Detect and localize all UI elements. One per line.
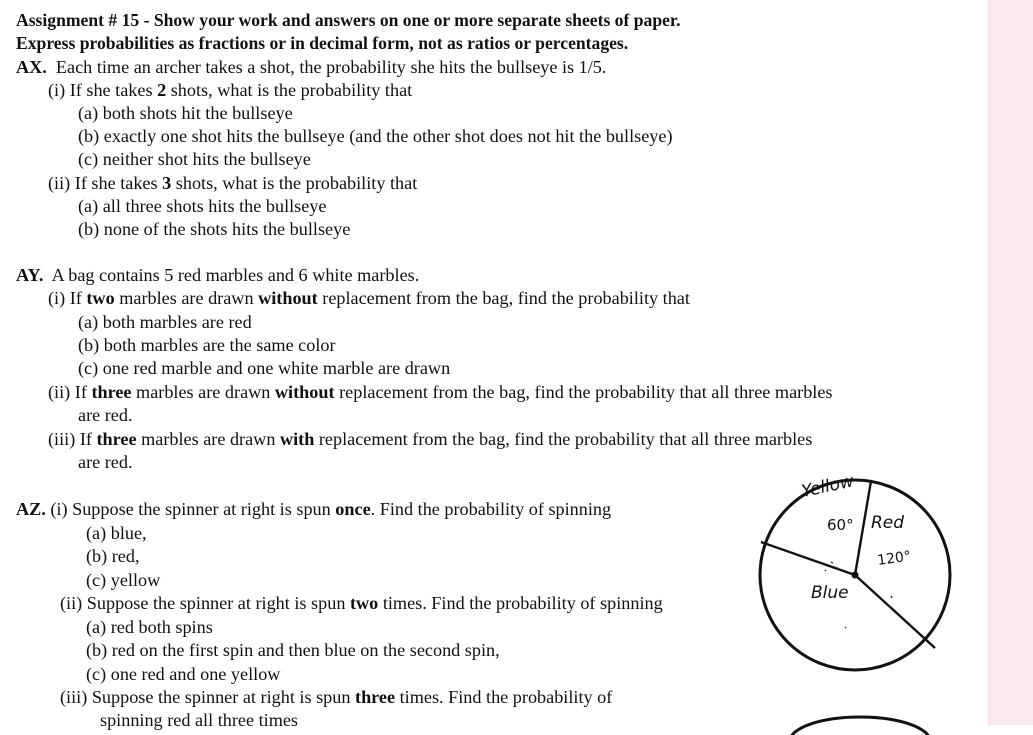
ay-i-a: (a) both marbles are red bbox=[78, 312, 252, 332]
ax-ii-b: (b) none of the shots hits the bullseye bbox=[78, 219, 351, 239]
yellow-label: Yellow bbox=[799, 471, 856, 502]
assignment-title: Assignment # 15 - Show your work and answers on one or more separate sheets of paper. bbox=[16, 10, 681, 30]
ay-ii-cont: are red. bbox=[78, 405, 133, 425]
problem-az-label: AZ. bbox=[16, 499, 46, 519]
az-iii-cont: spinning red all three times bbox=[100, 710, 298, 730]
ax-i-b: (b) exactly one shot hits the bullseye (and the other shot does not hit the bullseye) bbox=[78, 126, 673, 146]
ay-part-i: (i) If two marbles are drawn without replacement from the bag, find the probability that bbox=[48, 288, 690, 308]
spinner-diagram bbox=[745, 452, 970, 697]
ax-ii-a: (a) all three shots hits the bullseye bbox=[78, 196, 327, 216]
problem-ay-label: AY. bbox=[16, 265, 44, 285]
problem-ax-text: Each time an archer takes a shot, the probability she hits the bullseye is 1/5. bbox=[55, 57, 607, 77]
ay-i-b: (b) both marbles are the same color bbox=[78, 335, 336, 355]
angle-60-label: 60° bbox=[827, 516, 854, 534]
problem-az-part-i: AZ. (i) Suppose the spinner at right is spun once. Find the probability of spinning bbox=[16, 499, 612, 519]
divider-yellow-blue bbox=[761, 542, 855, 575]
ay-iii-cont: are red. bbox=[78, 452, 133, 472]
ax-i-a: (a) both shots hit the bullseye bbox=[78, 103, 293, 123]
blue-label: Blue bbox=[811, 583, 849, 603]
red-label: Red bbox=[871, 513, 905, 533]
ay-i-c: (c) one red marble and one white marble are drawn bbox=[78, 358, 451, 378]
divider-yellow-red bbox=[855, 481, 871, 575]
ay-part-ii: (ii) If three marbles are drawn without replacement from the bag, find the probability that all three marbles bbox=[48, 382, 833, 402]
ax-part-i: (i) If she takes 2 shots, what is the probability that bbox=[48, 80, 413, 100]
problem-ax-stem bbox=[16, 56, 606, 78]
right-margin-panel bbox=[988, 0, 1033, 725]
second-spinner-diagram bbox=[785, 705, 935, 735]
az-i-b: (b) red, bbox=[86, 546, 140, 566]
problem-ay-text: A bag contains 5 red marbles and 6 white marbles. bbox=[51, 265, 420, 285]
az-i-c: (c) yellow bbox=[86, 570, 161, 590]
az-ii-c: (c) one red and one yellow bbox=[86, 664, 281, 684]
az-ii-b: (b) red on the first spin and then blue on the second spin, bbox=[86, 640, 500, 660]
problem-ax-label: AX. bbox=[16, 57, 47, 77]
az-part-iii: (iii) Suppose the spinner at right is spun three times. Find the probability of bbox=[60, 687, 613, 707]
az-part-ii: (ii) Suppose the spinner at right is spun two times. Find the probability of spinning bbox=[60, 593, 663, 613]
divider-red-blue bbox=[855, 575, 935, 648]
az-i-a: (a) blue, bbox=[86, 523, 147, 543]
angle-120-label: 120° bbox=[876, 548, 912, 569]
instructions-line: Express probabilities as fractions or in decimal form, not as ratios or percentages. bbox=[16, 33, 629, 53]
ax-part-ii: (ii) If she takes 3 shots, what is the probability that bbox=[48, 173, 418, 193]
az-ii-a: (a) red both spins bbox=[86, 617, 213, 637]
ay-part-iii: (iii) If three marbles are drawn with replacement from the bag, find the probability that all three marbles bbox=[48, 429, 813, 449]
problem-ay-stem bbox=[16, 264, 419, 286]
spinner-center-dot bbox=[852, 572, 859, 579]
ax-i-c: (c) neither shot hits the bullseye bbox=[78, 149, 311, 169]
